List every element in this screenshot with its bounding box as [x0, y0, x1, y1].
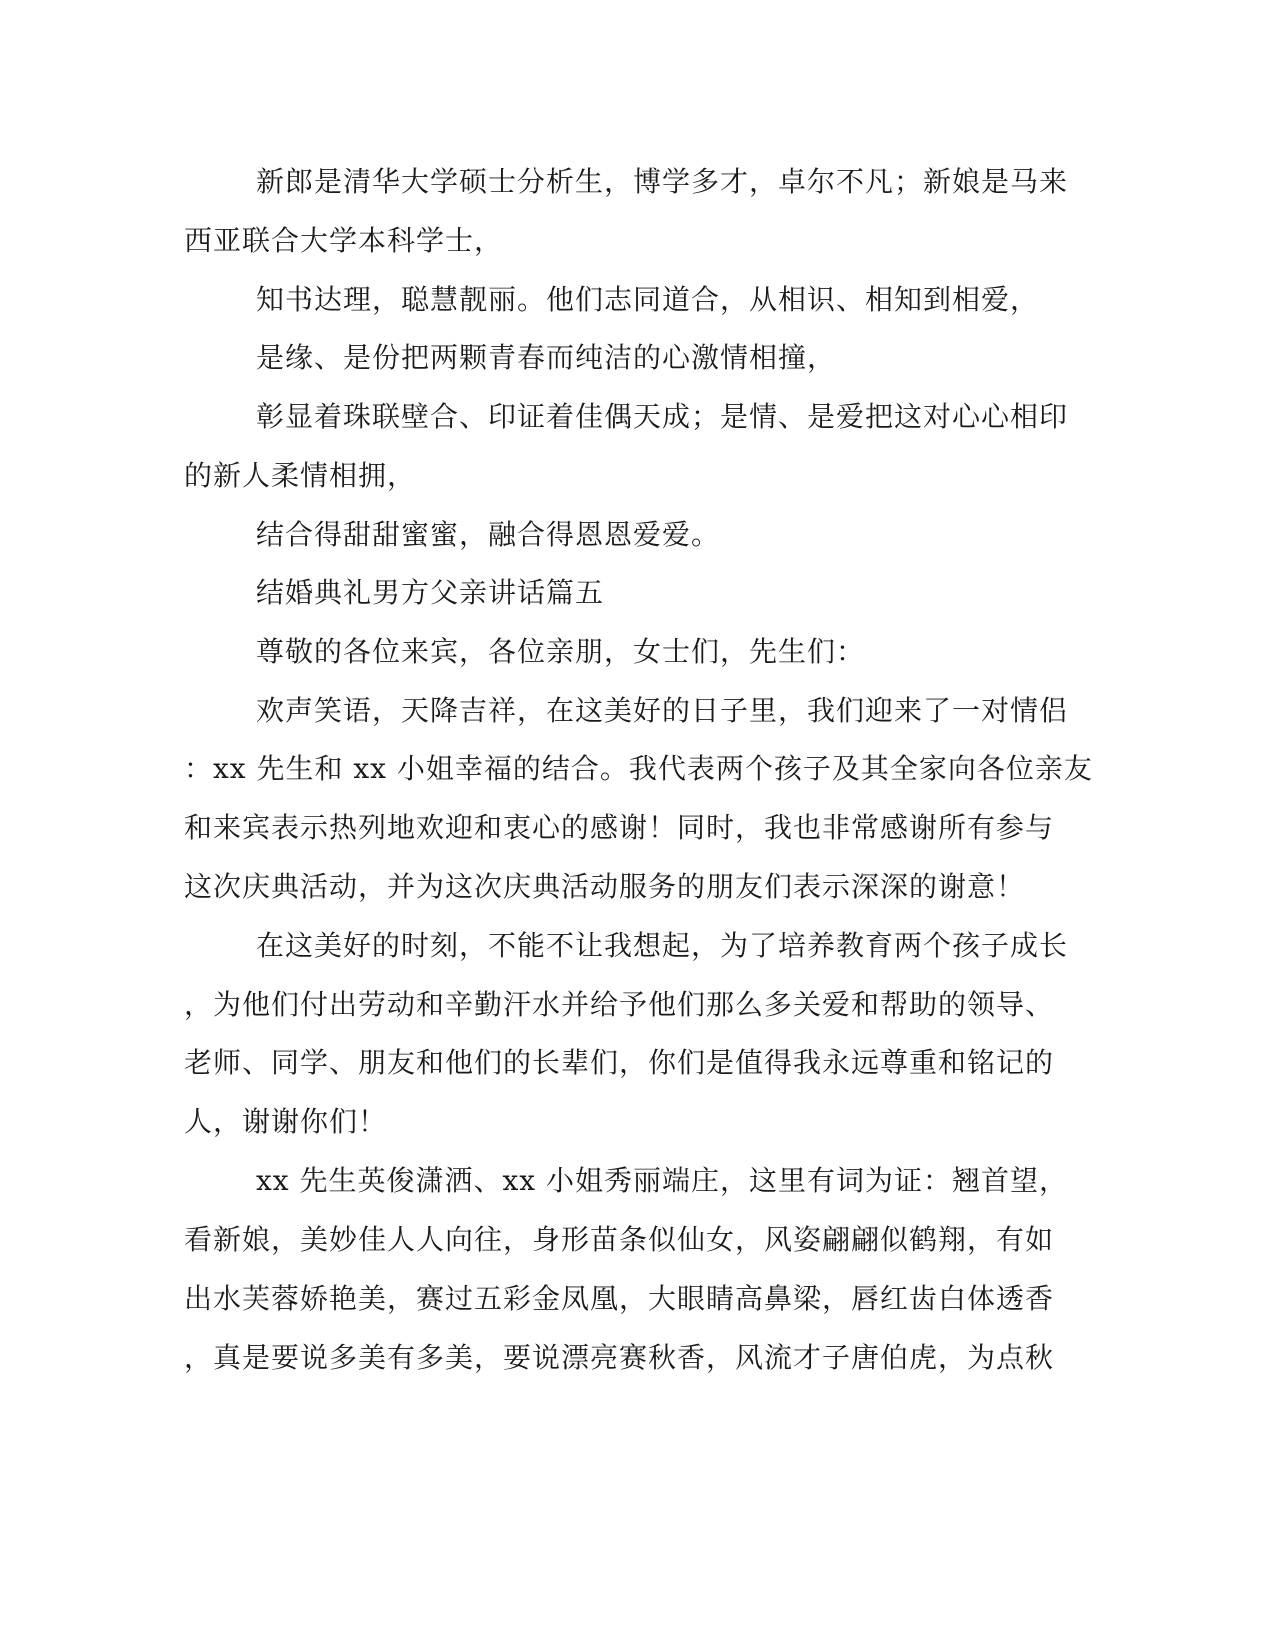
text-line: 在这美好的时刻，不能不让我想起，为了培养教育两个孩子成长: [256, 929, 1069, 962]
text-line: 西亚联合大学本科学士，: [184, 224, 504, 257]
text-line: 欢声笑语，天降吉祥，在这美好的日子里，我们迎来了一对情侣: [256, 694, 1069, 727]
text-line: 尊敬的各位来宾，各位亲朋，女士们，先生们：: [256, 635, 866, 668]
text-line: 人，谢谢你们！: [184, 1105, 388, 1138]
text-line: 看新娘，美妙佳人人向往，身形苗条似仙女，风姿翩翩似鹤翔，有如: [184, 1223, 1055, 1256]
text-line: 是缘、是份把两颗青春而纯洁的心激情相撞，: [256, 341, 837, 374]
text-line: xx 先生英俊潇洒、xx 小姐秀丽端庄，这里有词为证：翘首望，: [256, 1164, 1068, 1197]
text-line: 和来宾表示热列地欢迎和衷心的感谢！同时，我也非常感谢所有参与: [184, 811, 1055, 844]
text-line: ，真是要说多美有多美，要说漂亮赛秋香，风流才子唐伯虎，为点秋: [184, 1341, 1055, 1374]
text-line: 新郎是清华大学硕士分析生，博学多才，卓尔不凡；新娘是马来: [256, 165, 1069, 198]
text-line: ，为他们付出劳动和辛勤汗水并给予他们那么多关爱和帮助的领导、: [184, 988, 1055, 1021]
text-line: 这次庆典活动，并为这次庆典活动服务的朋友们表示深深的谢意！: [184, 870, 1026, 903]
text-line: 结合得甜甜蜜蜜，融合得恩恩爱爱。: [256, 518, 721, 551]
text-line: 出水芙蓉娇艳美，赛过五彩金凤凰，大眼睛高鼻梁，唇红齿白体透香: [184, 1282, 1055, 1315]
text-line: 彰显着珠联壁合、印证着佳偶天成；是情、是爱把这对心心相印: [256, 400, 1069, 433]
text-line: 老师、同学、朋友和他们的长辈们，你们是值得我永远尊重和铭记的: [184, 1046, 1055, 1079]
section-heading: 结婚典礼男方父亲讲话篇五: [256, 576, 605, 609]
text-line: ：xx 先生和 xx 小姐幸福的结合。我代表两个孩子及其全家向各位亲友: [184, 752, 1093, 785]
text-line: 知书达理，聪慧靓丽。他们志同道合，从相识、相知到相爱，: [256, 283, 1040, 316]
text-line: 的新人柔情相拥，: [184, 459, 417, 492]
